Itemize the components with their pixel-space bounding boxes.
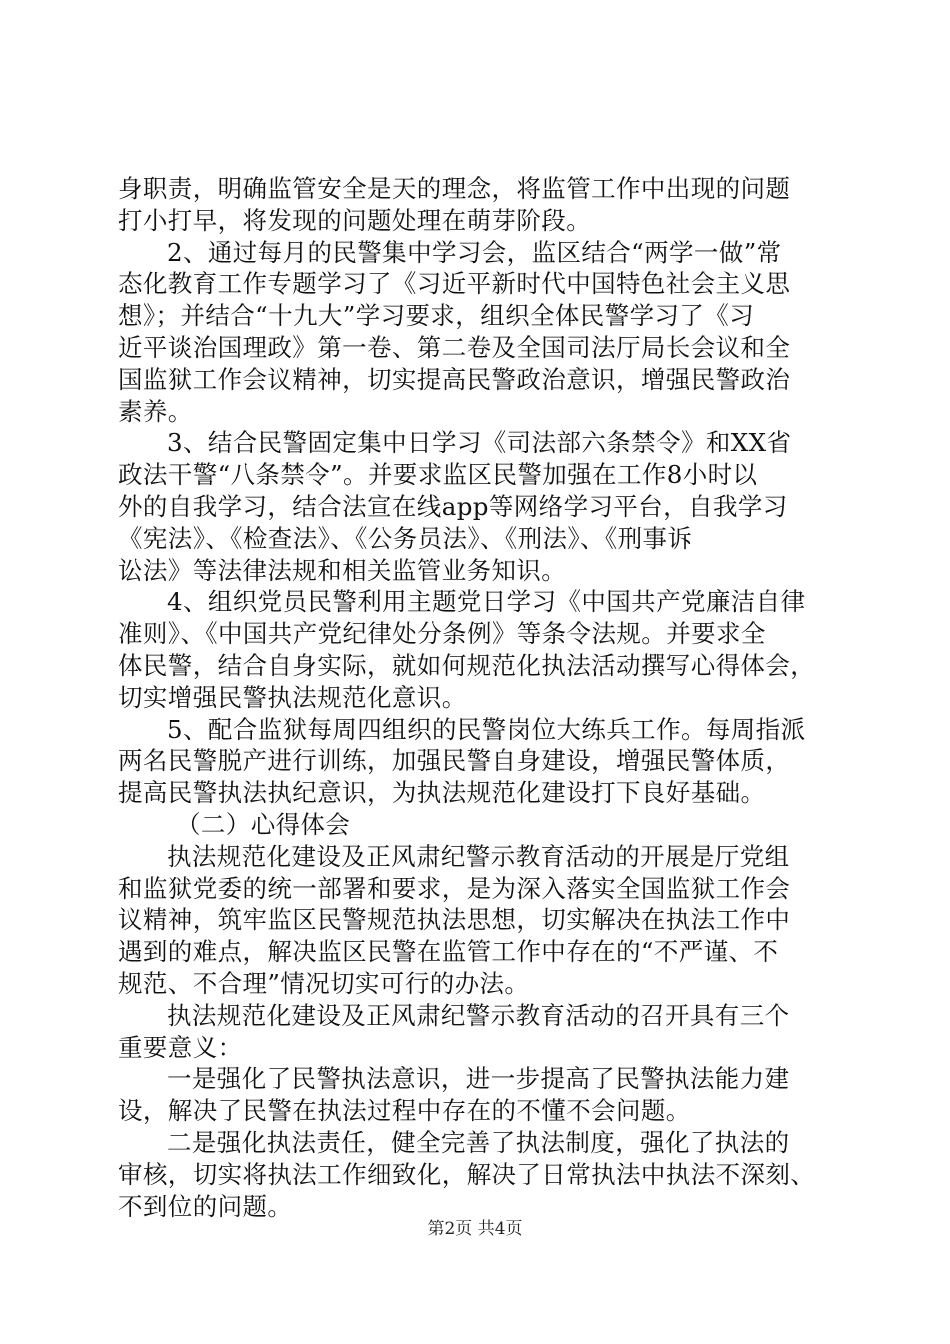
text-line: 3、结合民警固定集中日学习《司法部六条禁令》和XX省 <box>167 428 792 458</box>
text-line: 外的自我学习，结合法宣在线app等网络学习平台，自我学习 <box>118 491 788 521</box>
text-line: 执法规范化建设及正风肃纪警示教育活动的开展是厅党组 <box>167 841 790 871</box>
text-line: 二是强化执法责任，健全完善了执法制度，强化了执法的 <box>167 1127 790 1157</box>
text-line: 近平谈治国理政》第一卷、第二卷及全国司法厅局长会议和全 <box>118 332 791 362</box>
text-line: 规范、不合理”情况切实可行的办法。 <box>118 968 530 998</box>
text-line: 素养。 <box>118 396 193 426</box>
text-line: 身职责，明确监管安全是天的理念，将监管工作中出现的问题 <box>118 174 791 203</box>
text-line: 《宪法》、《检查法》、《公务员法》、《刑法》、《刑事诉 <box>118 523 693 553</box>
text-line: 切实增强民警执法规范化意识。 <box>118 682 467 712</box>
text-line: 国监狱工作会议精神，切实提高民警政治意识，增强民警政治 <box>118 364 791 394</box>
text-line: 两名民警脱产进行训练，加强民警自身建设，增强民警体质， <box>118 746 791 776</box>
text-line: 一是强化了民警执法意识，进一步提高了民警执法能力建 <box>167 1064 790 1094</box>
text-line: 设，解决了民警在执法过程中存在的不懂不会问题。 <box>118 1096 691 1126</box>
text-line: 态化教育工作专题学习了《习近平新时代中国特色社会主义思 <box>118 269 791 299</box>
text-line: 执法规范化建设及正风肃纪警示教育活动的召开具有三个 <box>167 1000 790 1030</box>
text-line: 不到位的问题。 <box>118 1191 293 1221</box>
text-line: 想》；并结合“十九大”学习要求，组织全体民警学习了《习 <box>118 301 755 331</box>
text-line: 和监狱党委的统一部署和要求，是为深入落实全国监狱工作会 <box>118 873 791 903</box>
body-text <box>118 173 838 1222</box>
page-footer: 第2页 共4页 <box>427 1219 523 1239</box>
text-line: 审核，切实将执法工作细致化，解决了日常执法中执法不深刻、 <box>118 1159 816 1189</box>
text-line: 体民警，结合自身实际，就如何规范化执法活动撰写心得体会， <box>118 650 816 680</box>
text-line: 5、配合监狱每周四组织的民警岗位大练兵工作。每周指派 <box>167 714 806 744</box>
text-line: （二）心得体会 <box>176 809 351 839</box>
text-line: 4、组织党员民警利用主题党日学习《中国共产党廉洁自律 <box>167 587 806 617</box>
text-line: 2、通过每月的民警集中学习会，监区结合“两学一做”常 <box>167 237 782 267</box>
text-line: 打小打早，将发现的问题处理在萌芽阶段。 <box>118 205 592 235</box>
text-line: 遇到的难点，解决监区民警在监管工作中存在的“不严谨、不 <box>118 937 779 967</box>
text-line: 议精神，筑牢监区民警规范执法思想，切实解决在执法工作中 <box>118 905 791 935</box>
text-line: 准则》、《中国共产党纪律处分条例》等条令法规。并要求全 <box>118 619 766 649</box>
text-line: 政法干警“八条禁令”。并要求监区民警加强在工作8小时以 <box>118 460 758 490</box>
text-line: 提高民警执法执纪意识，为执法规范化建设打下良好基础。 <box>118 778 766 808</box>
text-line: 讼法》等法律法规和相关监管业务知识。 <box>118 555 567 585</box>
text-line: 重要意义： <box>118 1032 243 1062</box>
